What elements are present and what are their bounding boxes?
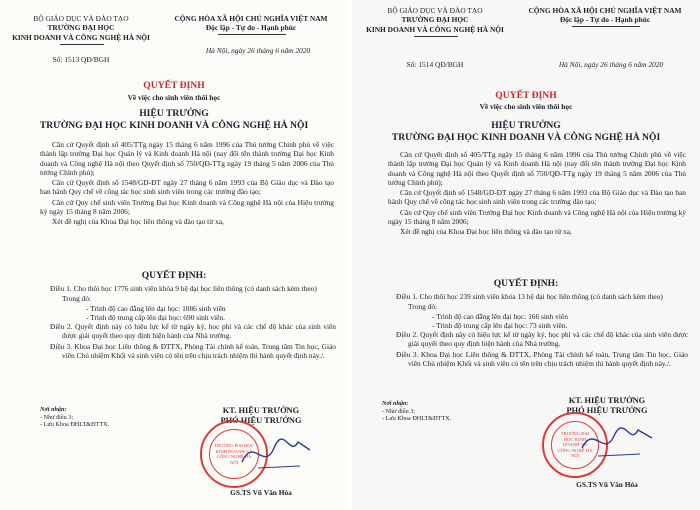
article-1-item: - Trình độ trung cấp lên đại học: 690 sinh viên. <box>86 312 225 322</box>
sign-for: KT. HIỆU TRƯỞNG <box>568 396 646 405</box>
decides-heading: QUYẾT ĐỊNH: <box>493 278 559 289</box>
article-1: Điều 1. Cho thôi học 239 sinh viên khóa 13 hệ đại học liên thông (có danh sách kèm theo) <box>396 292 663 301</box>
header-org <box>6 14 156 42</box>
divider <box>218 34 286 35</box>
national-motto: Độc lập - Tự do - Hạnh phúc <box>559 15 651 25</box>
preamble <box>388 150 686 238</box>
preamble-item: Căn cứ Quyết định số 1548/GD-ĐT ngày 27 tháng 6 năm 1993 của Bộ Giáo dục và Đào tạo ban hành Quy chế về công tác học sinh sinh viên trong các trường đào tạo; <box>388 188 686 207</box>
university-name-line1: TRƯỜNG ĐẠI HỌC <box>47 23 115 33</box>
document-number: Số: 1514 QĐ/BGH <box>406 60 464 69</box>
article-1-breakdown-label: Trong đó: <box>62 294 92 304</box>
header-country <box>512 6 698 25</box>
article-1: Điều 1. Cho thôi học 1776 sinh viên khóa 9 hệ đại học liên thông (có danh sách kèm theo) <box>50 284 317 293</box>
article-1-breakdown-label: Trong đó: <box>408 302 438 312</box>
recipients <box>382 400 492 423</box>
recipients-title: Nơi nhận: <box>382 400 409 407</box>
document-type: QUYẾT ĐỊNH <box>495 90 557 101</box>
country-name: CỘNG HÒA XÃ HỘI CHỦ NGHĨA VIỆT NAM <box>528 6 682 15</box>
sign-for: KT. HIỆU TRƯỞNG <box>222 406 300 415</box>
article-2: Điều 2. Quyết định này có hiệu lực kể từ ngày ký, học phí và các chế độ khác của sinh viên được giải quyết theo quy định hiện hành của Nhà trường. <box>396 330 688 349</box>
country-name: CỘNG HÒA XÃ HỘI CHỦ NGHĨA VIỆT NAM <box>174 14 328 23</box>
authority-school: TRƯỜNG ĐẠI HỌC KINH DOANH VÀ CÔNG NGHỆ HÀ NỘI <box>391 132 661 143</box>
document-subject: Về việc cho sinh viên thôi học <box>127 93 221 102</box>
recipient-item: - Như điều 3; <box>40 413 74 421</box>
document-number: Số: 1513 QĐ/BGH <box>52 55 110 64</box>
university-name-line1: TRƯỜNG ĐẠI HỌC <box>401 15 469 25</box>
decision-document-left <box>0 0 348 510</box>
recipients <box>40 406 150 429</box>
article-1-item: - Trình độ trung cấp lên đại học: 73 sinh viên. <box>432 320 568 330</box>
sign-title: PHÓ HIỆU TRƯỞNG <box>220 416 302 425</box>
national-motto: Độc lập - Tự do - Hạnh phúc <box>205 23 297 33</box>
preamble-item: Xét đề nghị của Khoa Đại học liên thông và đào tạo từ xa, <box>52 217 224 227</box>
authority-title: HIỆU TRƯỞNG <box>491 120 561 131</box>
place-date: Hà Nội, ngày 26 tháng 6 năm 2020 <box>205 46 311 55</box>
preamble-item: Căn cứ Quyết định số 1548/GD-ĐT ngày 27 tháng 6 năm 1993 của Bộ Giáo dục và Đào tạo ban hành Quy chế về công tác học sinh sinh viên trong các trường đào tạo; <box>40 178 334 197</box>
document-subject: Về việc cho sinh viên thôi học <box>479 102 573 111</box>
preamble <box>40 140 334 228</box>
recipient-item: - Lưu Khoa ĐHLT&ĐTTX. <box>382 415 452 422</box>
sign-title: PHÓ HIỆU TRƯỞNG <box>566 406 648 415</box>
preamble-item: Căn cứ Quy chế sinh viên Trường Đại học Kinh doanh và Công nghệ Hà nội của Hiệu trưởng ký ngày 15 tháng 8 năm 2006; <box>388 207 686 227</box>
university-name-line2: KINH DOANH VÀ CÔNG NGHỆ HÀ NỘI <box>12 32 150 42</box>
divider <box>572 26 640 27</box>
preamble-item: Căn cứ Quyết định số 405/TTg ngày 15 tháng 6 năm 1996 của Thủ tướng Chính phủ về việc thành lập trường Đại học Quản lý và Kinh doanh Hà nội (nay đổi tên thành trường Đại học Kinh doanh và Công nghệ Hà nội theo Quyết định số 750/QĐ-TTg ngày 19 tháng 5 năm 2006 của Thủ tướng Chính phủ); <box>40 140 334 177</box>
article-3: Điều 3. Khoa Đại học Liên thông & ĐTTX, Phòng Tài chính kế toán, Trung tâm Tin học, Giáo viên Chủ nhiệm Khối và sinh viên có tên trên chịu trách nhiệm thi hành quyết định này./. <box>50 341 336 361</box>
university-name-line2: KINH DOANH VÀ CÔNG NGHỆ HÀ NỘI <box>366 24 504 34</box>
articles <box>50 284 336 361</box>
recipients-title: Nơi nhận: <box>40 406 67 413</box>
signer-name: GS.TS Vũ Văn Hóa <box>576 480 638 489</box>
preamble-item: Xét đề nghị của Khoa Đại học liên thông và đào tạo từ xa, <box>400 227 572 237</box>
ministry-name: BỘ GIÁO DỤC VÀ ĐÀO TẠO <box>387 6 483 15</box>
divider <box>60 44 104 45</box>
decides-heading: QUYẾT ĐỊNH: <box>141 270 207 281</box>
authority-school: TRƯỜNG ĐẠI HỌC KINH DOANH VÀ CÔNG NGHỆ HÀ NỘI <box>39 120 309 131</box>
handwritten-signature <box>236 428 316 476</box>
preamble-item: Căn cứ Quy chế sinh viên Trường Đại học Kinh doanh và Công nghệ Hà nội của Hiệu trưởng ký ngày 15 tháng 8 năm 2006; <box>40 197 334 217</box>
header-org <box>360 6 510 34</box>
stamp-text: TRƯỜNG ĐẠI HỌC KINH DOANH VÀ CÔNG NGHỆ HÀ NỘI <box>209 429 259 479</box>
document-type: QUYẾT ĐỊNH <box>143 80 205 91</box>
preamble-item: Căn cứ Quyết định số 405/TTg ngày 15 tháng 6 năm 1996 của Thủ tướng Chính phủ về việc thành lập trường Đại học Quản lý và Kinh doanh Hà nội (nay đổi tên thành trường Đại học Kinh doanh và Công nghệ Hà nội theo Quyết định số 750/QĐ-TTg ngày 19 tháng 5 năm 2006 của Thủ tướng Chính phủ); <box>388 150 686 187</box>
article-1-item: - Trình độ cao đẳng lên đại học: 166 sinh viên <box>432 311 568 321</box>
article-3: Điều 3. Khoa Đại học Liên thông & ĐTTX, Phòng Tài chính kế toán, Trung tâm Tin học, Giáo viên Chủ nhiệm Khối và sinh viên có tên trên chịu trách nhiệm thi hành quyết định này./. <box>396 349 688 369</box>
recipient-item: - Lưu Khoa ĐHLT&ĐTTX. <box>40 421 110 428</box>
decision-document-right <box>352 0 700 510</box>
article-2: Điều 2. Quyết định này có hiệu lực kể từ ngày ký, học phí và các chế độ khác của sinh viên được giải quyết theo quy định hiện hành của Nhà trường. <box>50 322 336 341</box>
recipient-item: - Như điều 3; <box>382 407 416 415</box>
article-1-item: - Trình độ cao đẳng lên đại học: 1086 sinh viên <box>86 303 226 313</box>
ministry-name: BỘ GIÁO DỤC VÀ ĐÀO TẠO <box>33 14 129 23</box>
signature-block <box>196 406 326 426</box>
header-country <box>158 14 344 33</box>
handwritten-signature <box>578 418 658 466</box>
authority-title: HIỆU TRƯỞNG <box>139 108 209 119</box>
divider <box>414 36 458 37</box>
signer-name: GS.TS Vũ Văn Hóa <box>230 488 292 497</box>
signature-block <box>542 396 672 416</box>
stamp-text: TRƯỜNG ĐẠI HỌC KINH DOANH VÀ CÔNG NGHỆ HÀ NỘI <box>551 421 599 469</box>
articles <box>396 292 688 369</box>
place-date: Hà Nội, ngày 26 tháng 6 năm 2020 <box>558 60 664 69</box>
